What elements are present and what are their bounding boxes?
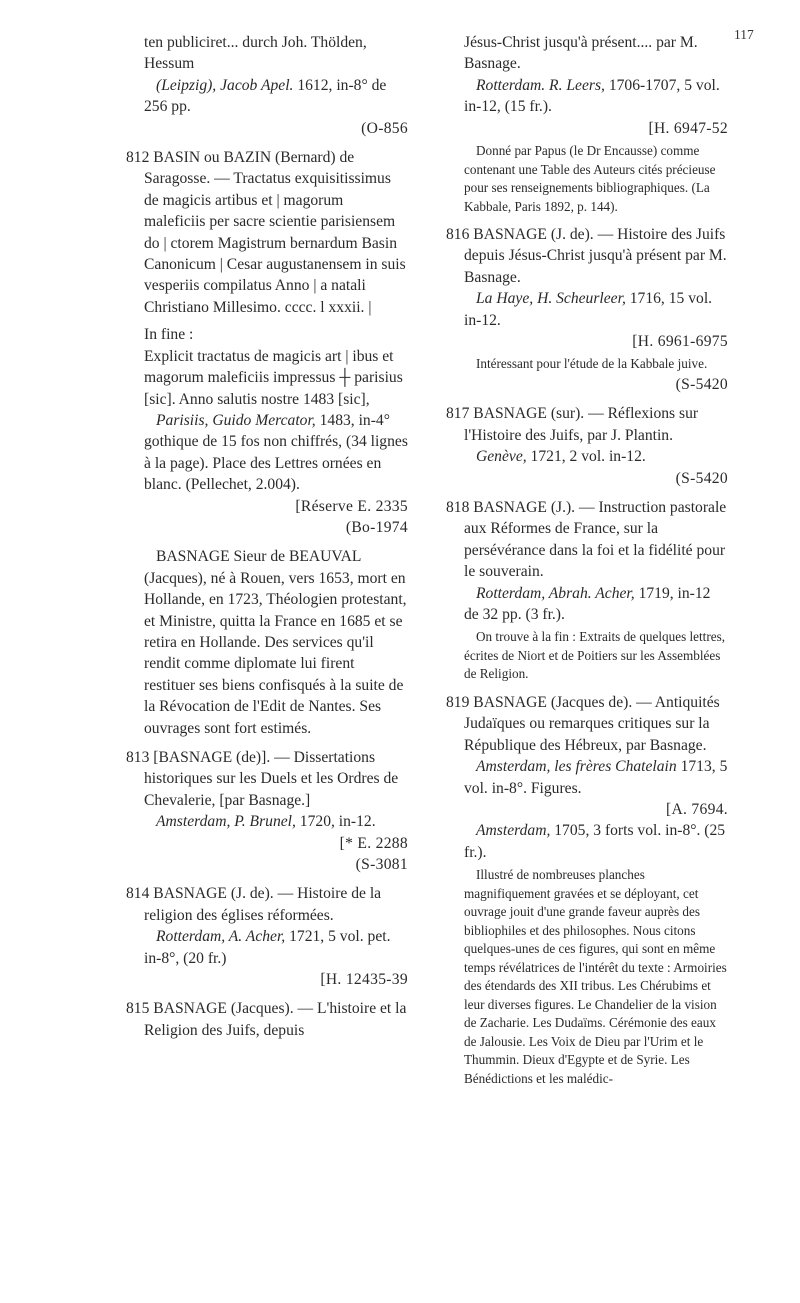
annotation-note: Donné par Papus (le Dr Encausse) comme contenant une Table des Auteurs cités précieuse pour ses renseignements bibliographiques. (La Kabbale, Paris 1892, p. 144). bbox=[464, 143, 716, 214]
imprint-line bbox=[126, 75, 408, 118]
page-number: 117 bbox=[734, 27, 754, 42]
imprint-place-publisher: Amsterdam, P. Brunel, bbox=[156, 813, 296, 831]
imprint-details: 1705, 3 forts vol. in-8°. (25 fr.). bbox=[464, 822, 726, 861]
catalog-entry: 818 BASNAGE (J.). — Instruction pastorale aux Réformes de France, sur la persévérance dans la foi et la fidélité pour le souverain. bbox=[446, 499, 727, 581]
imprint-details: 1720, in-12. bbox=[295, 813, 376, 831]
imprint-line bbox=[126, 811, 408, 832]
imprint-place-publisher: Rotterdam. R. Leers, bbox=[476, 76, 605, 94]
catalog-entry: 813 [BASNAGE (de)]. — Dissertations historiques sur les Duels et les Ordres de Chevalerie, [par Basnage.] bbox=[126, 749, 399, 809]
imprint-place-publisher: Parisiis, Guido Mercator, bbox=[156, 411, 316, 429]
catalog-entry: 815 BASNAGE (Jacques). — L'histoire et la Religion des Juifs, depuis bbox=[126, 1000, 407, 1039]
imprint-place-publisher: Amsterdam, les frères Chatelain bbox=[476, 758, 677, 776]
annotation-note: On trouve à la fin : Extraits de quelques lettres, écrites de Niort et de Poitiers sur les Assemblées de Religion. bbox=[464, 629, 726, 682]
biographical-note: BASNAGE Sieur de BEAUVAL (Jacques), né à Rouen, vers 1653, mort en Hollande, en 1723, Théologien protestant, et Ministre, quitta la France en 1685 et se retira en Hollande. Des services qu'il rendit comme diplomate lui firent restituer ses biens confisqués à la suite de la Révocation de l'Edit de Nantes. Ses ouvrages sont fort estimés. bbox=[144, 548, 407, 737]
imprint-place-publisher: Rotterdam, A. Acher, bbox=[156, 928, 286, 946]
imprint-details: 1719, in-12 de 32 pp. (3 fr.). bbox=[464, 584, 711, 624]
annotation-note: Intéressant pour l'étude de la Kabbale juive. bbox=[476, 356, 708, 372]
imprint-place-publisher: Genève, bbox=[476, 448, 527, 466]
imprint-line bbox=[446, 583, 728, 626]
column-gutter bbox=[434, 60, 435, 1240]
imprint-details: 1706-1707, 5 vol. in-12, (15 fr.). bbox=[464, 76, 720, 116]
imprint-details: 1721, 5 vol. pet. in-8°, (20 fr.) bbox=[144, 928, 391, 967]
shelfmark: [H. 12435-39 bbox=[320, 971, 408, 989]
imprint-details: 1713, 5 vol. in-8°. Figures. bbox=[464, 758, 728, 797]
shelfmark: (Bo-1974 bbox=[345, 518, 408, 536]
imprint-place-publisher: (Leipzig), Jacob Apel. bbox=[156, 76, 294, 94]
imprint-line bbox=[446, 288, 728, 331]
imprint-details: 1483, in-4° gothique de 15 fos non chiffrés, (34 lignes à la page). Place des Lettres ornées en blanc. (Pellechet, 2.004). bbox=[144, 411, 408, 494]
catalog-entry: 814 BASNAGE (J. de). — Histoire de la religion des églises réformées. bbox=[126, 885, 382, 924]
shelfmark: [Réserve E. 2335 bbox=[295, 497, 408, 515]
annotation-note: Illustré de nombreuses planches magnifiquement gravées et se déployant, cet ouvrage jouit d'une grande faveur auprès des bibliophiles et des philosophes. Nous citons quelques-unes de ces figures, qui sont en même temps révélatrices de l'intérêt du texte : Armoiries des étendards des XII tribus. Les Chérubims et leur diverses figures. Le Chandelier de la vision de Zacharie. Les Dudaïms. Cérémonie des eaux de Jalousie. Les Voix de Dieu par l'Urim et le Thummin. Dieux d'Egypte et de Syrie. Les Bénédictions et les malédic- bbox=[464, 867, 727, 1086]
continuation-text: ten publiciret... durch Joh. Thölden, Hessum bbox=[144, 34, 367, 73]
shelfmark: [H. 6947-52 bbox=[648, 119, 728, 137]
imprint-line bbox=[446, 756, 728, 799]
imprint-details: 1716, 15 vol. in-12. bbox=[464, 290, 713, 329]
imprint-place-publisher: La Haye, H. Scheurleer, bbox=[476, 290, 626, 308]
catalog-entry: 819 BASNAGE (Jacques de). — Antiquités Judaïques ou remarques critiques sur la République des Hébreux, par Basnage. bbox=[446, 693, 720, 754]
imprint-line bbox=[446, 820, 728, 863]
right-column bbox=[446, 32, 728, 1088]
imprint-details: 1721, 2 vol. in-12. bbox=[526, 448, 646, 466]
shelfmark: [* E. 2288 bbox=[339, 834, 408, 852]
shelfmark: [A. 7694. bbox=[665, 800, 728, 818]
shelfmark: (S-5420 bbox=[675, 469, 728, 487]
shelfmark: (S-5420 bbox=[675, 375, 728, 393]
imprint-line bbox=[126, 926, 408, 969]
shelfmark: (O-856 bbox=[361, 119, 408, 137]
imprint-details: 1612, in-8° de 256 pp. bbox=[144, 76, 387, 116]
shelfmark: [H. 6961-6975 bbox=[632, 333, 728, 351]
imprint-line bbox=[126, 410, 408, 496]
imprint-place-publisher: Amsterdam, bbox=[476, 822, 551, 840]
continuation-text: Jésus-Christ jusqu'à présent.... par M. Basnage. bbox=[464, 34, 698, 73]
imprint-place-publisher: Rotterdam, Abrah. Acher, bbox=[476, 584, 635, 602]
catalog-entry: 812 BASIN ou BAZIN (Bernard) de Saragosse. — Tractatus exquisitissimus de magicis artibus et | magorum maleficiis per sacre scientie parisiensem do | ctorem Magistrum bernardum Basin Canonicum | Cesar augustanensem in suis vesperiis compilatus Anno | a natali Christiano Millesimo. cccc. l xxxii. | bbox=[126, 149, 406, 316]
continuation-text: Explicit tractatus de magicis art | ibus et magorum maleficiis impressus ┼ parisius [sic]. Anno salutis nostre 1483 [sic], bbox=[144, 347, 403, 408]
shelfmark: (S-3081 bbox=[355, 856, 408, 874]
incipit-label: In fine : bbox=[144, 326, 194, 344]
imprint-line bbox=[446, 75, 728, 118]
catalog-entry: 817 BASNAGE (sur). — Réflexions sur l'Histoire des Juifs, par J. Plantin. bbox=[446, 405, 699, 444]
imprint-line bbox=[446, 446, 728, 467]
catalog-entry: 816 BASNAGE (J. de). — Histoire des Juifs depuis Jésus-Christ jusqu'à présent par M. Basnage. bbox=[446, 226, 727, 286]
left-column bbox=[126, 32, 408, 1041]
